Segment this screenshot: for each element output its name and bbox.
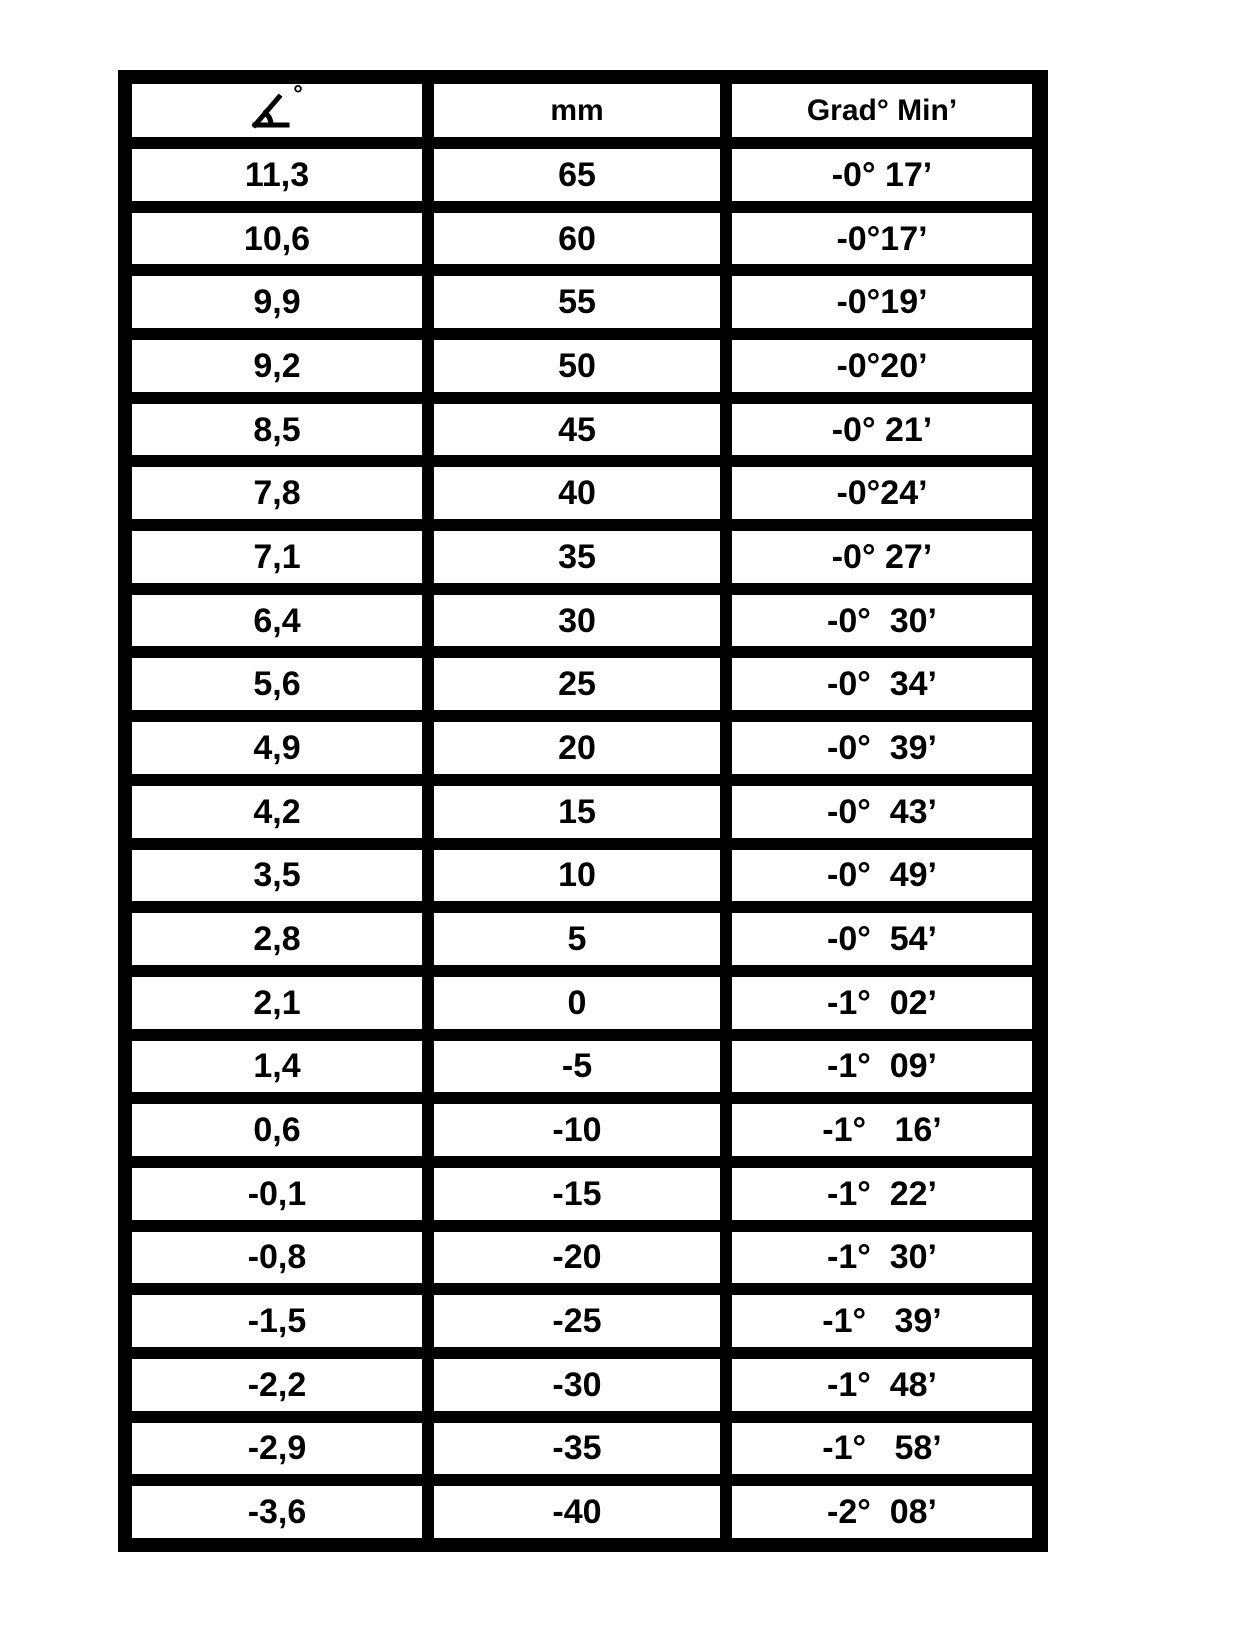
cell-grad-min: -0°24’ [732, 467, 1032, 519]
cell-mm: 40 [434, 467, 720, 519]
cell-mm: 10 [434, 850, 720, 902]
cell-grad-min: -1° 30’ [732, 1232, 1032, 1284]
cell-grad-min: -1° 09’ [732, 1041, 1032, 1093]
cell-grad-min: -2° 08’ [732, 1486, 1032, 1538]
cell-mm: 60 [434, 213, 720, 265]
cell-mm: 5 [434, 913, 720, 965]
cell-angle: 1,4 [132, 1041, 422, 1093]
cell-angle: 7,1 [132, 531, 422, 583]
cell-angle: 4,2 [132, 786, 422, 838]
cell-mm: 35 [434, 531, 720, 583]
cell-grad-min: -0° 54’ [732, 913, 1032, 965]
cell-angle: 9,2 [132, 340, 422, 392]
cell-angle: 2,1 [132, 977, 422, 1029]
cell-angle: -2,2 [132, 1359, 422, 1411]
cell-angle: 7,8 [132, 467, 422, 519]
cell-mm: -10 [434, 1104, 720, 1156]
cell-angle: -3,6 [132, 1486, 422, 1538]
conversion-table [118, 70, 1048, 1552]
cell-grad-min: -1° 16’ [732, 1104, 1032, 1156]
cell-angle: -1,5 [132, 1295, 422, 1347]
cell-grad-min: -0° 27’ [732, 531, 1032, 583]
cell-mm: -20 [434, 1232, 720, 1284]
cell-angle: 5,6 [132, 658, 422, 710]
cell-grad-min: -0° 21’ [732, 404, 1032, 456]
cell-grad-min: -0°20’ [732, 340, 1032, 392]
table-grid [132, 80, 1034, 1538]
cell-angle: 9,9 [132, 276, 422, 328]
cell-mm: 50 [434, 340, 720, 392]
cell-grad-min: -0° 17’ [732, 149, 1032, 201]
cell-grad-min: -1° 02’ [732, 977, 1032, 1029]
cell-mm: 30 [434, 595, 720, 647]
cell-grad-min: -1° 22’ [732, 1168, 1032, 1220]
cell-mm: 55 [434, 276, 720, 328]
cell-mm: 0 [434, 977, 720, 1029]
cell-grad-min: -0°19’ [732, 276, 1032, 328]
cell-mm: -35 [434, 1423, 720, 1475]
cell-angle: 3,5 [132, 850, 422, 902]
cell-grad-min: -0° 39’ [732, 722, 1032, 774]
cell-mm: 15 [434, 786, 720, 838]
header-angle [132, 80, 422, 137]
cell-grad-min: -0° 34’ [732, 658, 1032, 710]
header-angle-degree: ° [293, 80, 303, 108]
cell-angle: -0,1 [132, 1168, 422, 1220]
cell-mm: -30 [434, 1359, 720, 1411]
cell-angle: 8,5 [132, 404, 422, 456]
cell-grad-min: -1° 39’ [732, 1295, 1032, 1347]
cell-grad-min: -0°17’ [732, 213, 1032, 265]
cell-mm: -15 [434, 1168, 720, 1220]
cell-angle: 10,6 [132, 213, 422, 265]
cell-grad-min: -0° 49’ [732, 850, 1032, 902]
cell-angle: -2,9 [132, 1423, 422, 1475]
cell-angle: 0,6 [132, 1104, 422, 1156]
cell-mm: 25 [434, 658, 720, 710]
header-grad-min: Grad° Min’ [732, 84, 1032, 137]
cell-mm: 65 [434, 149, 720, 201]
cell-grad-min: -1° 48’ [732, 1359, 1032, 1411]
cell-grad-min: -0° 30’ [732, 595, 1032, 647]
cell-mm: -40 [434, 1486, 720, 1538]
cell-mm: -5 [434, 1041, 720, 1093]
cell-angle: -0,8 [132, 1232, 422, 1284]
cell-grad-min: -0° 43’ [732, 786, 1032, 838]
header-mm: mm [434, 84, 720, 137]
cell-angle: 4,9 [132, 722, 422, 774]
cell-angle: 6,4 [132, 595, 422, 647]
cell-mm: 20 [434, 722, 720, 774]
cell-mm: -25 [434, 1295, 720, 1347]
cell-grad-min: -1° 58’ [732, 1423, 1032, 1475]
cell-angle: 2,8 [132, 913, 422, 965]
cell-angle: 11,3 [132, 149, 422, 201]
angle-degree-icon [251, 80, 303, 131]
cell-mm: 45 [434, 404, 720, 456]
